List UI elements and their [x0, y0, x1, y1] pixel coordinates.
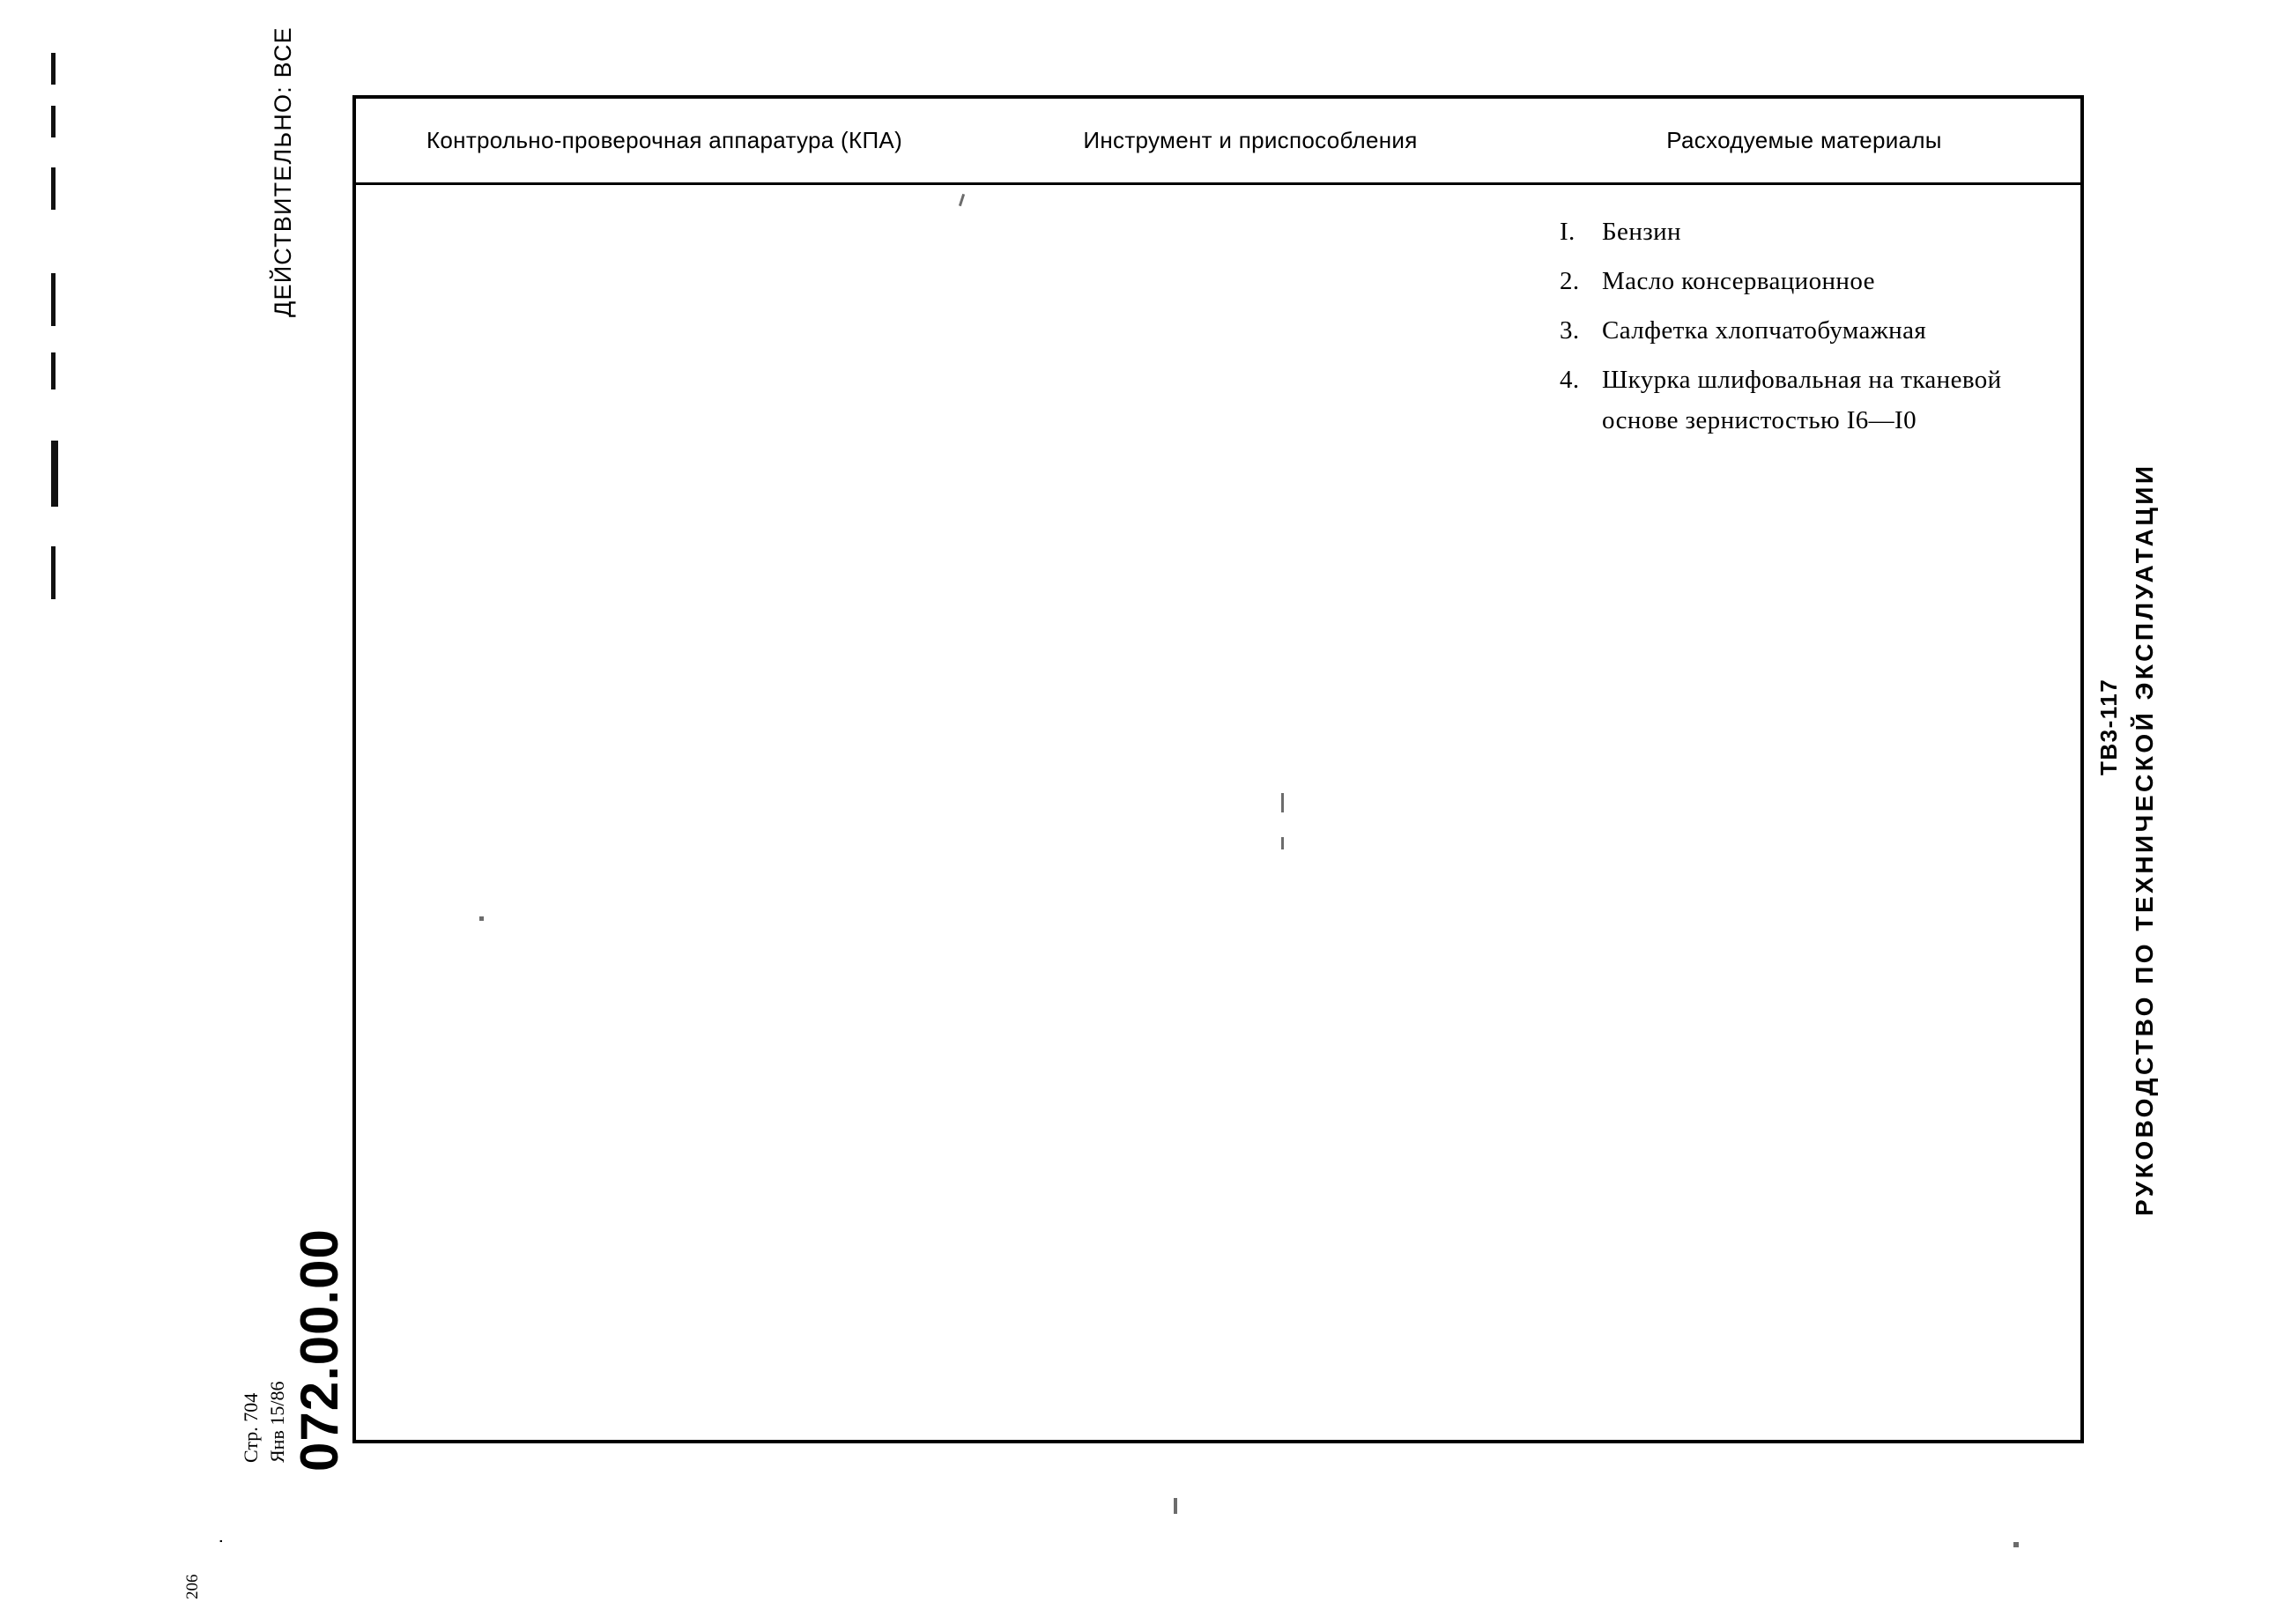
column-header-kpa: Контрольно-проверочная аппаратура (КПА) — [356, 99, 973, 184]
margin-tick — [51, 167, 56, 210]
margin-tick-marks — [51, 53, 62, 846]
cell-materials — [1528, 184, 2080, 1441]
scan-speck — [1174, 1498, 1177, 1514]
scan-speck — [479, 916, 484, 921]
list-item — [1560, 211, 2080, 252]
scan-number: 206 — [183, 1574, 202, 1599]
scan-speck — [1281, 793, 1284, 812]
page-number-label: Стр. 704 — [240, 1392, 262, 1463]
list-item-text: Салфетка хлопчатобумажная — [1602, 316, 1927, 345]
column-header-materials: Расходуемые материалы — [1528, 99, 2080, 184]
margin-tick — [51, 546, 56, 599]
left-vertical-rail — [183, 0, 352, 1624]
table-header-row — [356, 99, 2080, 184]
margin-tick — [51, 53, 56, 85]
list-item — [1560, 360, 2080, 441]
materials-list — [1528, 185, 2080, 441]
validity-label: ДЕЙСТВИТЕЛЬНО: ВСЕ — [270, 26, 296, 317]
page-info — [238, 1382, 291, 1463]
list-item-number: 2. — [1560, 267, 1580, 295]
margin-tick — [51, 106, 56, 137]
materials-table — [352, 95, 2084, 1443]
date-label: Янв 15/86 — [266, 1381, 288, 1463]
table-body-row — [356, 184, 2080, 1441]
list-item-text: Масло консервационное — [1602, 267, 1875, 295]
list-item-text: Бензин — [1602, 218, 1681, 246]
list-item-number: 3. — [1560, 316, 1580, 345]
list-item — [1560, 310, 2080, 351]
scan-speck — [2013, 1542, 2019, 1547]
list-item-number: 4. — [1560, 366, 1580, 394]
cell-tools — [973, 184, 1528, 1441]
margin-tick — [51, 352, 56, 389]
cell-kpa — [356, 184, 973, 1441]
dot-mark: . — [204, 1538, 226, 1544]
manual-title: РУКОВОДСТВО ПО ТЕХНИЧЕСКОЙ ЭКСПЛУАТАЦИИ — [2131, 463, 2158, 1216]
margin-tick — [51, 273, 56, 326]
list-item-text: Шкурка шлифовальная на тканевой основе зернистостью I6—I0 — [1602, 366, 2002, 434]
section-code: 072.00.00 — [290, 1228, 349, 1472]
list-item-number: I. — [1560, 218, 1576, 246]
column-header-tools: Инструмент и приспособления — [973, 99, 1528, 184]
scan-speck — [1281, 837, 1284, 849]
list-item — [1560, 261, 2080, 301]
product-title: ТВ3-117 — [2095, 678, 2122, 775]
margin-tick — [51, 441, 58, 507]
